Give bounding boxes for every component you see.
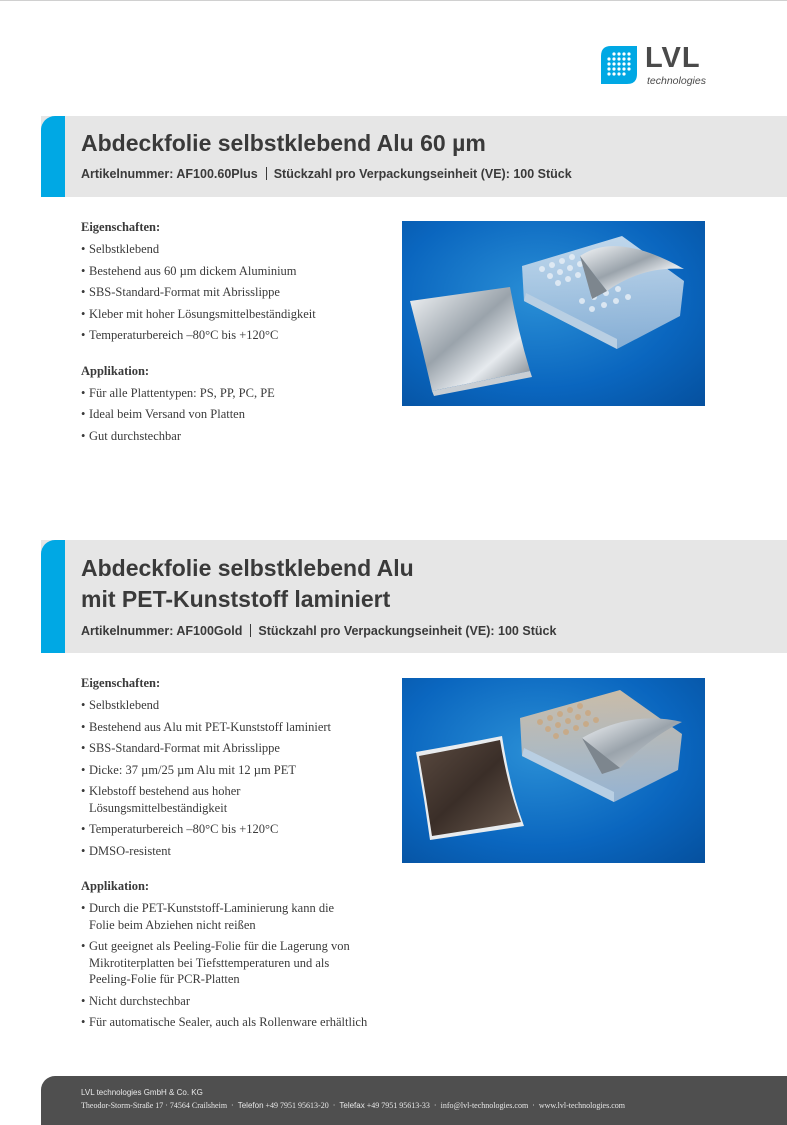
footer-phone: +49 7951 95613-20 — [265, 1101, 329, 1110]
section-2-details — [81, 676, 401, 1051]
section-1-details — [81, 220, 401, 464]
section-2-header — [41, 540, 787, 653]
list-item: • SBS-Standard-Format mit Abrisslippe — [81, 740, 401, 757]
list-item: • Selbstklebend — [81, 697, 401, 714]
separator — [250, 624, 251, 637]
title-line: Abdeckfolie selbstklebend Alu — [81, 555, 414, 581]
properties-list — [81, 697, 401, 859]
list-item: • Klebstoff bestehend aus hoher Lösungsmittelbeständigkeit — [81, 783, 401, 816]
title-line: Abdeckfolie selbstklebend Alu 60 µm — [81, 130, 486, 156]
section-accent-bar — [41, 116, 65, 197]
list-item: • Temperaturbereich –80°C bis +120°C — [81, 327, 401, 344]
list-item: • Ideal beim Versand von Platten — [81, 406, 401, 423]
properties-list — [81, 241, 401, 344]
properties-heading: Eigenschaften: — [81, 676, 161, 690]
list-item: • SBS-Standard-Format mit Abrisslippe — [81, 284, 401, 301]
logo-grid-icon — [601, 46, 637, 84]
properties-heading: Eigenschaften: — [81, 220, 161, 234]
list-item: • Kleber mit hoher Lösungsmittelbeständigkeit — [81, 306, 401, 323]
footer-fax-label: Telefax — [339, 1101, 365, 1110]
footer-email-link[interactable]: info@lvl-technologies.com — [440, 1101, 529, 1110]
footer-contact: Theodor-Storm-Straße 17 · 74564 Crailsheim · Telefon +49 7951 95613-20 · Telefax +49 7951 95613-33 · info@lvl-technologies.com · www.lvl-technologies.com — [81, 1101, 625, 1110]
list-item: • Gut durchstechbar — [81, 428, 401, 445]
list-item: • Bestehend aus Alu mit PET-Kunststoff laminiert — [81, 719, 401, 736]
application-heading: Applikation: — [81, 363, 150, 378]
logo-wordmark: LVL — [645, 42, 701, 74]
section-1-header — [41, 116, 787, 197]
list-item: • Durch die PET-Kunststoff-Laminierung kann die Folie beim Abziehen nicht reißen — [81, 900, 401, 933]
section-1-title — [81, 128, 486, 159]
pack-quantity: Stückzahl pro Verpackungseinheit (VE): 100 Stück — [273, 167, 572, 181]
page-footer — [41, 1076, 787, 1125]
application-list — [81, 385, 401, 445]
title-line: mit PET-Kunststoff laminiert — [81, 586, 391, 612]
list-item: • Temperaturbereich –80°C bis +120°C — [81, 821, 401, 838]
application-heading: Applikation: — [81, 879, 150, 893]
list-item: • Für alle Plattentypen: PS, PP, PC, PE — [81, 385, 401, 402]
list-item: • Dicke: 37 µm/25 µm Alu mit 12 µm PET — [81, 762, 401, 779]
footer-address: Theodor-Storm-Straße 17 · 74564 Crailsheim — [81, 1101, 228, 1110]
pack-quantity: Stückzahl pro Verpackungseinheit (VE): 100 Stück — [258, 624, 557, 638]
product-photo-gold — [402, 678, 705, 863]
footer-web-link[interactable]: www.lvl-technologies.com — [538, 1101, 625, 1110]
footer-company: LVL technologies GmbH & Co. KG — [81, 1088, 203, 1097]
list-item: • Nicht durchstechbar — [81, 993, 401, 1010]
section-1-meta — [81, 167, 572, 181]
separator — [266, 167, 267, 180]
lvl-logo[interactable] — [601, 42, 711, 87]
footer-fax: +49 7951 95613-33 — [366, 1101, 430, 1110]
section-2-title — [81, 553, 414, 615]
list-item: • DMSO-resistent — [81, 843, 401, 860]
list-item: • Selbstklebend — [81, 241, 401, 258]
section-2-meta — [81, 624, 556, 638]
article-number: Artikelnummer: AF100Gold — [81, 624, 243, 638]
list-item: • Bestehend aus 60 µm dickem Aluminium — [81, 263, 401, 280]
list-item: • Für automatische Sealer, auch als Rollenware erhältlich — [81, 1014, 401, 1031]
list-item: • Gut geeignet als Peeling-Folie für die Lagerung von Mikrotiterplatten bei Tiefsttemperaturen und als Peeling-Folie für PCR-Platten — [81, 938, 401, 988]
top-rule — [0, 0, 787, 1]
application-list — [81, 900, 401, 1031]
section-accent-bar — [41, 540, 65, 653]
article-number: Artikelnummer: AF100.60Plus — [81, 167, 258, 181]
logo-subtitle: technologies — [647, 75, 706, 87]
product-photo-alu — [402, 221, 705, 406]
footer-phone-label: Telefon — [237, 1101, 264, 1110]
